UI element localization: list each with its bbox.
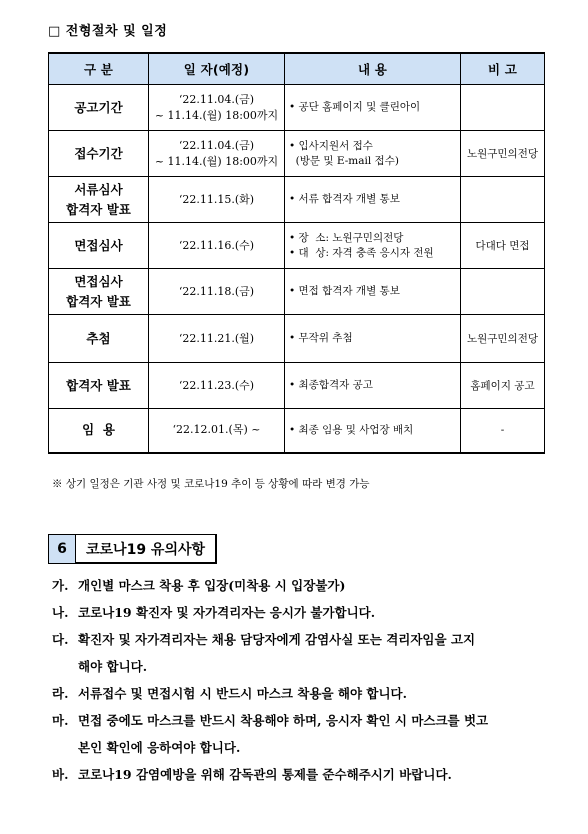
cell-remarks	[461, 177, 545, 223]
list-item	[52, 599, 552, 626]
cell-line: 면접심사	[74, 273, 123, 289]
cell-content	[285, 177, 461, 223]
cell-line: 합격자 발표	[66, 201, 131, 217]
table-header-row	[49, 53, 545, 85]
cell-line: ‘22.11.04.(금)	[178, 92, 255, 106]
list-text-line: 코로나19 감염예방을 위해 감독관의 통제를 준수해주시기 바랍니다.	[78, 767, 452, 782]
cell-line: 접수기간	[74, 145, 123, 161]
list-item	[52, 707, 552, 761]
list-text-line: 서류접수 및 면접시험 시 반드시 마스크 착용을 해야 합니다.	[78, 686, 407, 701]
cell-content	[285, 223, 461, 269]
cell-remarks: 노원구민의전당	[461, 315, 545, 363]
section-number: 6	[49, 535, 76, 563]
cell-content	[285, 85, 461, 131]
cell-content	[285, 269, 461, 315]
cell-line: (방문 및 E-mail 접수)	[289, 154, 399, 167]
list-marker: 마.	[52, 713, 69, 728]
list-text	[78, 680, 552, 707]
schedule-note: ※ 상기 일정은 기관 사정 및 코로나19 추이 등 상황에 따라 변경 가능	[52, 478, 370, 490]
cell-line: ~ 11.14.(월) 18:00까지	[154, 108, 279, 122]
cell-content	[285, 363, 461, 409]
cell-line: • 면접 합격자 개별 통보	[289, 285, 400, 297]
cell-line: 임 용	[82, 422, 115, 438]
cell-date	[149, 315, 285, 363]
cell-remarks: 노원구민의전당	[461, 131, 545, 177]
cell-date	[149, 409, 285, 453]
table-row	[49, 363, 545, 409]
cell-remarks	[461, 85, 545, 131]
header-content: 내 용	[285, 53, 461, 85]
cell-line: 추첨	[86, 330, 111, 346]
cell-category	[49, 315, 149, 363]
cell-line: ~ 11.14.(월) 18:00까지	[154, 154, 279, 168]
cell-line: • 최종 임용 및 사업장 배치	[289, 423, 414, 436]
table-row	[49, 223, 545, 269]
cell-line: • 무작위 추첨	[289, 332, 353, 344]
list-marker: 나.	[52, 605, 69, 620]
list-marker: 가.	[52, 578, 69, 593]
list-text	[78, 626, 552, 680]
list-item	[52, 626, 552, 680]
list-text-line: 면접 중에도 마스크를 반드시 착용해야 하며, 응시자 확인 시 마스크를 벗고	[78, 713, 489, 728]
header-remarks: 비 고	[461, 53, 545, 85]
list-marker: 바.	[52, 767, 69, 782]
list-item	[52, 572, 552, 599]
cell-line: ‘22.11.18.(금)	[178, 284, 255, 298]
cell-date	[149, 223, 285, 269]
cell-date	[149, 85, 285, 131]
cell-line: • 서류 합격자 개별 통보	[289, 193, 400, 205]
cell-category	[49, 131, 149, 177]
cell-line: 합격자 발표	[66, 377, 131, 393]
table-row	[49, 131, 545, 177]
section-title: □ 전형절차 및 일정	[48, 24, 168, 39]
cell-line: 합격자 발표	[66, 293, 131, 309]
list-item	[52, 761, 552, 788]
header-category: 구 분	[49, 53, 149, 85]
cell-line: • 입사지원서 접수	[289, 139, 373, 152]
cell-remarks	[461, 269, 545, 315]
table-row	[49, 269, 545, 315]
cell-category	[49, 177, 149, 223]
table-row	[49, 177, 545, 223]
section-heading-title: 코로나19 유의사항	[76, 535, 217, 564]
cell-line: • 공단 홈페이지 및 클린아이	[289, 101, 421, 113]
cell-content	[285, 131, 461, 177]
cell-line: ‘22.11.04.(금)	[178, 138, 255, 152]
list-marker: 라.	[52, 686, 69, 701]
cell-line: • 대 상: 자격 충족 응시자 전원	[289, 246, 434, 259]
cell-remarks: 홈페이지 공고	[461, 363, 545, 409]
list-text-line: 개인별 마스크 착용 후 입장(미착용 시 입장불가)	[78, 578, 346, 593]
cell-line: • 최종합격자 공고	[289, 379, 373, 391]
cell-line: ‘22.12.01.(목) ~	[172, 423, 261, 437]
section-6-heading	[48, 534, 217, 564]
cell-category	[49, 223, 149, 269]
list-text	[78, 599, 552, 626]
table-row	[49, 409, 545, 453]
list-marker: 다.	[52, 632, 69, 647]
cell-line: ‘22.11.23.(수)	[178, 378, 255, 392]
list-text	[78, 572, 552, 599]
cell-line: 면접심사	[74, 237, 123, 253]
list-text-line: 확진자 및 자가격리자는 채용 담당자에게 감염사실 또는 격리자임을 고지	[78, 632, 476, 647]
list-text-line: 본인 확인에 응하여야 합니다.	[78, 740, 241, 755]
cell-line: • 장 소: 노원구민의전당	[289, 231, 404, 244]
cell-category	[49, 409, 149, 453]
header-date: 일 자(예정)	[149, 53, 285, 85]
cell-line: ‘22.11.21.(월)	[178, 331, 255, 345]
list-text-line: 해야 합니다.	[78, 659, 148, 674]
cell-content	[285, 409, 461, 453]
cell-date	[149, 177, 285, 223]
cell-date	[149, 363, 285, 409]
schedule-table	[48, 52, 545, 454]
cell-date	[149, 269, 285, 315]
cell-line: ‘22.11.15.(화)	[178, 192, 255, 206]
table-row	[49, 85, 545, 131]
cell-line: ‘22.11.16.(수)	[178, 238, 255, 252]
cell-category	[49, 269, 149, 315]
precautions-list	[52, 572, 552, 788]
cell-remarks: 다대다 면접	[461, 223, 545, 269]
list-item	[52, 680, 552, 707]
cell-content	[285, 315, 461, 363]
cell-line: 서류심사	[74, 181, 123, 197]
list-text-line: 코로나19 확진자 및 자가격리자는 응시가 불가합니다.	[78, 605, 376, 620]
cell-category	[49, 85, 149, 131]
list-text	[78, 707, 552, 761]
cell-line: 공고기간	[74, 99, 123, 115]
table-row	[49, 315, 545, 363]
cell-category	[49, 363, 149, 409]
cell-date	[149, 131, 285, 177]
cell-remarks: -	[461, 409, 545, 453]
list-text	[78, 761, 552, 788]
